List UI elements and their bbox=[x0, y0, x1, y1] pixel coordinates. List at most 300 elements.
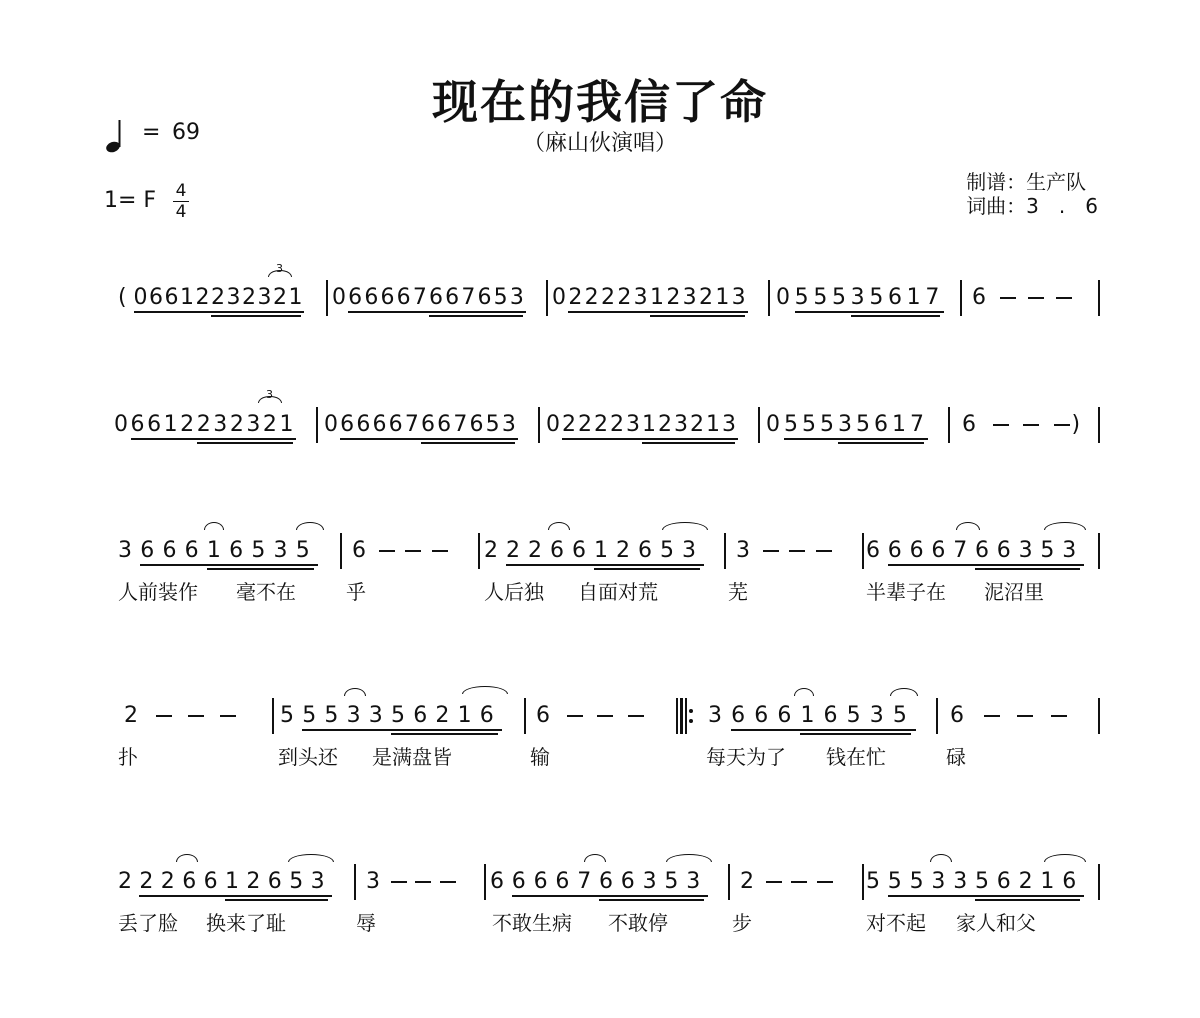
note-digit: 6 bbox=[550, 538, 564, 563]
hold-dash bbox=[984, 715, 1000, 717]
hold-dash bbox=[791, 881, 807, 883]
hold-dash bbox=[432, 550, 448, 552]
note-digit: 0 bbox=[766, 412, 780, 437]
beam-line bbox=[838, 442, 924, 444]
beam-line bbox=[975, 568, 1080, 570]
note-digit: 5 bbox=[784, 412, 798, 437]
lyric-word: 乎 bbox=[346, 580, 366, 604]
lyric-word: 是满盘皆 bbox=[372, 745, 452, 769]
bar-line bbox=[340, 533, 342, 569]
note-digit: 3 bbox=[953, 869, 968, 894]
note-digit: 6 bbox=[348, 285, 363, 310]
bar-line bbox=[862, 864, 864, 900]
note-digit: 6 bbox=[533, 869, 548, 894]
beam-line bbox=[731, 729, 916, 731]
note-digit: 0 bbox=[776, 285, 790, 310]
time-signature-top: 4 bbox=[175, 181, 187, 201]
note-digit: 3 bbox=[501, 412, 516, 437]
note-digit: 1 bbox=[800, 703, 815, 728]
note-digit: 5 bbox=[887, 869, 902, 894]
bar-line bbox=[676, 698, 678, 734]
beam-line bbox=[348, 311, 526, 313]
note-digit: 6 bbox=[874, 412, 888, 437]
note-digit: 1 bbox=[457, 703, 472, 728]
tie-slur bbox=[204, 522, 224, 530]
bar-line bbox=[484, 864, 486, 900]
repeat-start-sign bbox=[680, 698, 694, 734]
note-digit: 7 bbox=[910, 412, 924, 437]
beam-line bbox=[131, 438, 296, 440]
time-signature bbox=[172, 182, 190, 221]
credits bbox=[966, 170, 1098, 218]
hold-dash bbox=[1056, 297, 1072, 299]
bar-line bbox=[960, 280, 962, 316]
hold-dash bbox=[220, 715, 236, 717]
note-digit: 3 bbox=[213, 412, 228, 437]
note-digit: 6 bbox=[972, 285, 986, 310]
beam-line bbox=[599, 899, 704, 901]
hold-dash bbox=[766, 881, 782, 883]
note-digit: 6 bbox=[356, 412, 371, 437]
beam-line bbox=[784, 438, 928, 440]
lyric-word: 辱 bbox=[356, 911, 376, 935]
tie-slur bbox=[890, 688, 918, 696]
note-digit: 0 bbox=[552, 285, 566, 310]
note-digit: 2 bbox=[242, 285, 256, 310]
time-signature-bottom: 4 bbox=[175, 202, 187, 222]
lyric-word: 钱在忙 bbox=[826, 745, 886, 769]
note-digit: 2 bbox=[435, 703, 450, 728]
note-digit: 6 bbox=[950, 703, 964, 728]
lyric-word: 人前装作 bbox=[118, 580, 198, 604]
hold-dash bbox=[1028, 297, 1044, 299]
note-digit: 3 bbox=[850, 285, 865, 310]
note-digit: 0 bbox=[332, 285, 346, 310]
note-digit: 6 bbox=[147, 412, 162, 437]
note-digit: 2 bbox=[484, 538, 498, 563]
triplet-slur bbox=[268, 270, 292, 277]
note-digit: 5 bbox=[302, 703, 317, 728]
note-digit: 6 bbox=[887, 538, 902, 563]
note-digit: 3 bbox=[1062, 538, 1077, 563]
note-digit: 6 bbox=[823, 703, 838, 728]
hold-dash bbox=[1023, 424, 1039, 426]
note-digit: 3 bbox=[1018, 538, 1033, 563]
note-digit: 6 bbox=[372, 412, 387, 437]
bar-line bbox=[768, 280, 770, 316]
note-digit: 3 bbox=[368, 703, 383, 728]
beam-line bbox=[562, 438, 738, 440]
note-digit: 1 bbox=[715, 285, 730, 310]
lyric-word: 对不起 bbox=[866, 911, 926, 935]
tie-slur bbox=[666, 854, 712, 862]
note-digit: 1 bbox=[892, 412, 906, 437]
beam-line bbox=[140, 564, 318, 566]
note-digit: 2 bbox=[610, 412, 624, 437]
bar-line bbox=[1098, 698, 1100, 734]
note-digit: 1 bbox=[163, 412, 178, 437]
note-digit: 2 bbox=[273, 285, 287, 310]
note-digit: 3 bbox=[869, 703, 884, 728]
note-digit: 6 bbox=[380, 285, 395, 310]
note-digit: 2 bbox=[666, 285, 681, 310]
note-digit: 2 bbox=[578, 412, 592, 437]
note-digit: 3 bbox=[686, 869, 701, 894]
note-digit: 6 bbox=[777, 703, 792, 728]
note-digit: 7 bbox=[461, 285, 476, 310]
lyric-word: 到头还 bbox=[278, 745, 338, 769]
lyric-word: 步 bbox=[732, 911, 752, 935]
lyric-word: 不敢生病 bbox=[492, 911, 572, 935]
note-digit: 3 bbox=[246, 412, 261, 437]
beam-line bbox=[207, 568, 314, 570]
beam-line bbox=[225, 899, 328, 901]
note-digit: 6 bbox=[149, 285, 163, 310]
tie-slur bbox=[1044, 522, 1086, 530]
note-digit: 2 bbox=[584, 285, 599, 310]
note-digit: 1 bbox=[642, 412, 656, 437]
note-digit: 5 bbox=[909, 869, 924, 894]
note-digit: 1 bbox=[650, 285, 664, 310]
tempo-value: 69 bbox=[172, 120, 200, 145]
lyric-word: 人后独 bbox=[484, 580, 544, 604]
note-digit: 6 bbox=[638, 538, 652, 563]
note-digit: 6 bbox=[996, 869, 1011, 894]
note-digit: 2 bbox=[528, 538, 542, 563]
tie-slur bbox=[176, 854, 198, 862]
note-digit: 3 bbox=[674, 412, 688, 437]
note-digit: 5 bbox=[892, 703, 907, 728]
note-digit: 5 bbox=[493, 285, 508, 310]
note-digit: 6 bbox=[1062, 869, 1077, 894]
note-digit: 6 bbox=[731, 703, 746, 728]
beam-line bbox=[340, 438, 518, 440]
note-digit: 2 bbox=[262, 412, 277, 437]
note-digit: 5 bbox=[813, 285, 828, 310]
note-digit: 1 bbox=[594, 538, 608, 563]
bar-line bbox=[1098, 280, 1100, 316]
note-digit: 6 bbox=[754, 703, 769, 728]
bar-line bbox=[538, 407, 540, 443]
note-digit: 6 bbox=[429, 285, 443, 310]
note-digit: 1 bbox=[706, 412, 720, 437]
beam-line bbox=[975, 899, 1080, 901]
hold-dash bbox=[1051, 715, 1067, 717]
note-digit: 2 bbox=[594, 412, 608, 437]
triplet-number: 3 bbox=[266, 388, 273, 401]
note-digit: 6 bbox=[479, 703, 494, 728]
lyric-word: 毫不在 bbox=[236, 580, 296, 604]
bar-line bbox=[1098, 533, 1100, 569]
note-digit: 5 bbox=[295, 538, 310, 563]
hold-dash bbox=[156, 715, 172, 717]
bar-line bbox=[1098, 407, 1100, 443]
note-digit: 6 bbox=[164, 285, 179, 310]
lyric-word: 丢了脸 bbox=[118, 911, 178, 935]
bar-line bbox=[272, 698, 274, 734]
note-digit: 0 bbox=[324, 412, 338, 437]
note-digit: 6 bbox=[620, 869, 635, 894]
beam-line bbox=[211, 315, 301, 317]
lyric-word: 半辈子在 bbox=[866, 580, 946, 604]
lyric-word: 芜 bbox=[728, 580, 748, 604]
bar-line bbox=[862, 533, 864, 569]
note-digit: 5 bbox=[391, 703, 405, 728]
note-digit: 6 bbox=[267, 869, 282, 894]
note-digit: 6 bbox=[555, 869, 570, 894]
note-digit: 2 bbox=[195, 285, 210, 310]
beam-line bbox=[650, 315, 745, 317]
tie-slur bbox=[662, 522, 708, 530]
note-digit: 6 bbox=[490, 869, 504, 894]
note-digit: 1 bbox=[906, 285, 921, 310]
hold-dash bbox=[1017, 715, 1033, 717]
note-digit: 2 bbox=[562, 412, 576, 437]
note-digit: 2 bbox=[617, 285, 632, 310]
hold-dash bbox=[1054, 424, 1070, 426]
note-digit: 3 bbox=[838, 412, 852, 437]
note-digit: 6 bbox=[162, 538, 177, 563]
note-digit: 6 bbox=[340, 412, 355, 437]
note-digit: 6 bbox=[469, 412, 484, 437]
bar-line bbox=[724, 533, 726, 569]
note-digit: 3 bbox=[736, 538, 750, 563]
note-digit: 3 bbox=[626, 412, 640, 437]
note-digit: 3 bbox=[642, 869, 657, 894]
triplet-slur bbox=[258, 396, 282, 403]
note-digit: 6 bbox=[536, 703, 550, 728]
note-digit: 6 bbox=[184, 538, 199, 563]
note-digit: 2 bbox=[246, 869, 261, 894]
note-digit: 6 bbox=[421, 412, 435, 437]
note-digit: 5 bbox=[289, 869, 304, 894]
note-digit: 2 bbox=[229, 412, 244, 437]
hold-dash bbox=[440, 881, 456, 883]
note-digit: 2 bbox=[1018, 869, 1033, 894]
note-digit: 6 bbox=[909, 538, 924, 563]
beam-line bbox=[512, 895, 708, 897]
note-digit: 2 bbox=[601, 285, 615, 310]
hold-dash bbox=[628, 715, 644, 717]
note-digit: 6 bbox=[599, 869, 613, 894]
note-digit: 6 bbox=[182, 869, 197, 894]
note-digit: 3 bbox=[682, 285, 697, 310]
hold-dash bbox=[763, 550, 779, 552]
note-digit: 2 bbox=[180, 412, 195, 437]
note-digit: 2 bbox=[568, 285, 583, 310]
note-digit: 6 bbox=[203, 869, 218, 894]
note-digit: 5 bbox=[251, 538, 266, 563]
note-digit: 3 bbox=[226, 285, 241, 310]
note-digit: 6 bbox=[866, 538, 880, 563]
note-digit: 7 bbox=[953, 538, 968, 563]
bar-line bbox=[354, 864, 356, 900]
hold-dash bbox=[1000, 297, 1016, 299]
quarter-note-icon bbox=[104, 116, 130, 156]
beam-line bbox=[888, 564, 1084, 566]
lyric-word: 换来了耻 bbox=[206, 911, 286, 935]
note-digit: 3 bbox=[633, 285, 648, 310]
bar-line bbox=[758, 407, 760, 443]
tie-slur bbox=[794, 688, 814, 696]
note-digit: 3 bbox=[509, 285, 524, 310]
beam-line bbox=[506, 564, 704, 566]
beam-line bbox=[139, 895, 332, 897]
hold-dash bbox=[415, 881, 431, 883]
tempo-equals: = bbox=[142, 120, 161, 145]
note-digit: 6 bbox=[140, 538, 155, 563]
beam-line bbox=[594, 568, 700, 570]
lyric-word: 自面对荒 bbox=[578, 580, 658, 604]
song-title: 现在的我信了命 bbox=[432, 75, 768, 129]
note-digit: 6 bbox=[413, 703, 428, 728]
hold-dash bbox=[789, 550, 805, 552]
note-digit: 5 bbox=[660, 538, 674, 563]
note-digit: 1 bbox=[279, 412, 294, 437]
note-digit: 2 bbox=[211, 285, 225, 310]
bar-line bbox=[478, 533, 480, 569]
beam-line bbox=[795, 311, 944, 313]
beam-line bbox=[888, 895, 1084, 897]
note-digit: 5 bbox=[846, 703, 861, 728]
note-digit: 1 bbox=[225, 869, 239, 894]
note-digit: 7 bbox=[577, 869, 592, 894]
note-digit: 3 bbox=[931, 869, 946, 894]
hold-dash bbox=[817, 881, 833, 883]
note-digit: 5 bbox=[975, 869, 989, 894]
hold-dash bbox=[597, 715, 613, 717]
note-digit: 3 bbox=[257, 285, 272, 310]
beam-line bbox=[197, 442, 293, 444]
tie-slur bbox=[548, 522, 570, 530]
credit-lyrics-music: 词曲：3 . 6 bbox=[966, 194, 1098, 218]
note-digit: 2 bbox=[139, 869, 154, 894]
note-digit: 3 bbox=[708, 703, 722, 728]
note-digit: 5 bbox=[856, 412, 870, 437]
note-digit: 3 bbox=[682, 538, 696, 563]
hold-dash bbox=[379, 550, 395, 552]
note-digit: 2 bbox=[160, 869, 175, 894]
beam-line bbox=[642, 442, 735, 444]
note-digit: 7 bbox=[453, 412, 468, 437]
note-digit: 5 bbox=[485, 412, 500, 437]
tie-slur bbox=[584, 854, 606, 862]
tie-slur bbox=[296, 522, 324, 530]
hold-dash bbox=[993, 424, 1009, 426]
lyric-word: 输 bbox=[530, 745, 550, 769]
note-digit: 3 bbox=[366, 869, 380, 894]
note-digit: 6 bbox=[437, 412, 452, 437]
lyric-word: 泥沼里 bbox=[984, 580, 1044, 604]
bar-line bbox=[1098, 864, 1100, 900]
note-digit: 2 bbox=[699, 285, 713, 310]
note-digit: 3 bbox=[118, 538, 132, 563]
lyric-word: 扑 bbox=[118, 745, 138, 769]
note-digit: 6 bbox=[130, 412, 145, 437]
note-digit: 6 bbox=[975, 538, 989, 563]
opening-paren: ( bbox=[118, 285, 127, 310]
hold-dash bbox=[405, 550, 421, 552]
note-digit: 2 bbox=[740, 869, 754, 894]
beam-line bbox=[800, 733, 911, 735]
note-digit: 7 bbox=[925, 285, 940, 310]
note-digit: 2 bbox=[616, 538, 630, 563]
note-digit: 2 bbox=[124, 703, 138, 728]
note-digit: 6 bbox=[931, 538, 946, 563]
beam-line bbox=[302, 729, 502, 731]
note-digit: 6 bbox=[572, 538, 586, 563]
hold-dash bbox=[391, 881, 407, 883]
hold-dash bbox=[188, 715, 204, 717]
note-digit: 2 bbox=[506, 538, 520, 563]
lyric-word: 碌 bbox=[946, 745, 966, 769]
hold-dash bbox=[567, 715, 583, 717]
song-subtitle: （麻山伙演唱） bbox=[522, 131, 677, 156]
note-digit: 5 bbox=[280, 703, 294, 728]
hold-dash bbox=[816, 550, 832, 552]
note-digit: 5 bbox=[832, 285, 846, 310]
note-digit: 3 bbox=[346, 703, 361, 728]
note-digit: 6 bbox=[445, 285, 460, 310]
beam-line bbox=[568, 311, 748, 313]
note-digit: 5 bbox=[664, 869, 679, 894]
note-digit: 5 bbox=[1040, 538, 1055, 563]
note-digit: 6 bbox=[364, 285, 379, 310]
note-digit: 5 bbox=[869, 285, 884, 310]
key-signature bbox=[104, 181, 224, 226]
note-digit: 6 bbox=[511, 869, 526, 894]
credit-notation: 制谱：生产队 bbox=[966, 170, 1087, 194]
tempo-marking bbox=[104, 116, 224, 156]
tie-slur bbox=[462, 686, 508, 694]
note-digit: 7 bbox=[404, 412, 419, 437]
note-digit: 5 bbox=[820, 412, 834, 437]
bar-line bbox=[524, 698, 526, 734]
note-digit: 2 bbox=[118, 869, 132, 894]
tie-slur bbox=[344, 688, 366, 696]
note-digit: 6 bbox=[229, 538, 244, 563]
note-digit: 5 bbox=[794, 285, 809, 310]
tie-slur bbox=[1044, 854, 1086, 862]
note-digit: 5 bbox=[866, 869, 880, 894]
beam-line bbox=[851, 315, 941, 317]
note-digit: 2 bbox=[658, 412, 672, 437]
note-digit: 6 bbox=[888, 285, 902, 310]
note-digit: 5 bbox=[324, 703, 339, 728]
note-digit: 1 bbox=[180, 285, 194, 310]
note-digit: 7 bbox=[412, 285, 427, 310]
lyric-word: 家人和父 bbox=[956, 911, 1036, 935]
note-digit: 2 bbox=[196, 412, 211, 437]
note-digit: 2 bbox=[690, 412, 704, 437]
triplet-number: 3 bbox=[276, 262, 283, 275]
tie-slur bbox=[930, 854, 952, 862]
bar-line bbox=[936, 698, 938, 734]
beam-line bbox=[421, 442, 515, 444]
lyric-word: 每天为了 bbox=[706, 745, 786, 769]
note-digit: 1 bbox=[288, 285, 303, 310]
note-digit: 0 bbox=[546, 412, 560, 437]
beam-line bbox=[391, 733, 498, 735]
note-digit: 5 bbox=[802, 412, 816, 437]
lyric-word: 不敢停 bbox=[608, 911, 668, 935]
bar-line bbox=[728, 864, 730, 900]
beam-line bbox=[429, 315, 523, 317]
note-digit: 6 bbox=[962, 412, 976, 437]
bar-line bbox=[316, 407, 318, 443]
note-digit: 3 bbox=[731, 285, 746, 310]
note-digit: 0 bbox=[133, 285, 148, 310]
